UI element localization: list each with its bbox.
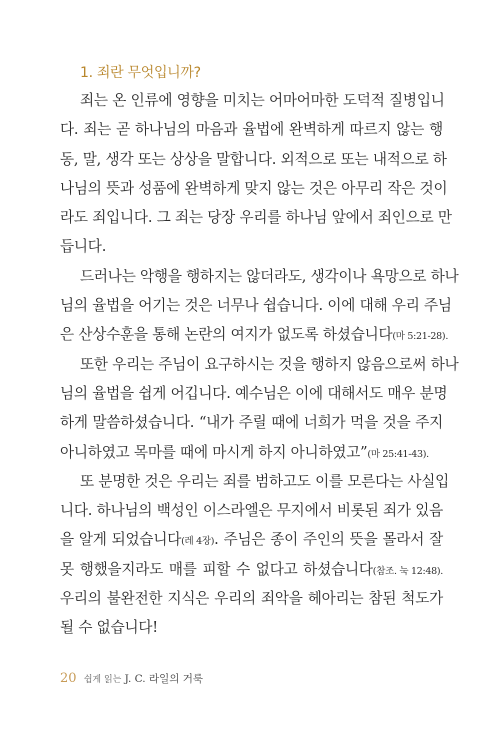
line-text: 못 행했을지라도 매를 피할 수 없다고 하셨습니다 — [60, 560, 373, 578]
line-text: 라도 죄입니다. 그 죄는 당장 우리를 하나님 앞에서 죄인으로 만 — [60, 209, 452, 227]
line-text: 하게 말씀하셨습니다. “내가 주릴 때에 너희가 먹을 것을 주지 — [60, 414, 443, 432]
text-line — [60, 262, 459, 291]
text-line — [60, 203, 452, 232]
text-line — [60, 291, 452, 320]
book-title-prefix: 쉽게 읽는 — [83, 675, 122, 685]
scripture-reference: (레 4장) — [181, 536, 215, 548]
line-text: 드러나는 악행을 행하지는 않더라도, 생각이나 욕망으로 하나 — [80, 267, 459, 285]
page-footer — [60, 671, 203, 686]
text-line — [60, 496, 443, 525]
line-text: 또한 우리는 주님이 요구하시는 것을 행하지 않음으로써 하나 — [80, 355, 459, 373]
text-line — [60, 408, 443, 437]
section-heading: 1. 죄란 무엇입니까? — [80, 65, 201, 81]
line-text: 님의 율법을 쉽게 어깁니다. 예수님은 이에 대해서도 매우 분명 — [60, 384, 448, 402]
line-text: 은 산상수훈을 통해 논란의 여지가 없도록 하셨습니다 — [60, 326, 393, 344]
scripture-reference: (참조. 눅 12:48). — [372, 565, 443, 577]
text-line — [60, 438, 443, 467]
text-line — [60, 350, 459, 379]
line-text: 우리의 불완전한 지식은 우리의 죄악을 헤아리는 참된 척도가 — [60, 590, 443, 608]
page-number: 20 — [60, 671, 77, 686]
line-text: 죄는 온 인류에 영향을 미치는 어마어마한 도덕적 질병입니 — [80, 92, 445, 109]
line-text: 아니하였고 목마를 때에 마시게 하지 아니하였고” — [60, 443, 368, 461]
text-line — [60, 379, 448, 408]
text-line — [60, 555, 443, 584]
text-line — [60, 145, 447, 174]
text-line — [60, 467, 450, 496]
line-text: 될 수 없습니다! — [60, 619, 158, 637]
text-line — [60, 320, 449, 349]
line-text: 님의 율법을 어기는 것은 너무나 쉽습니다. 이에 대해 우리 주님 — [60, 297, 452, 315]
body-text — [60, 86, 459, 643]
scripture-reference: (마 5:21-28). — [392, 331, 449, 343]
line-text: 듭니다. — [60, 238, 107, 256]
scripture-reference: (마 25:41-43). — [367, 448, 429, 460]
text-line — [60, 174, 448, 203]
text-line — [60, 584, 443, 613]
line-text: 니다. 하나님의 백성인 이스라엘은 무지에서 비롯된 죄가 있음 — [60, 502, 443, 520]
line-text: 또 분명한 것은 우리는 죄를 범하고도 이를 모른다는 사실입 — [80, 472, 450, 490]
line-text: 다. 죄는 곧 하나님의 마음과 율법에 완벽하게 따르지 않는 행 — [60, 121, 443, 139]
line-text: 동, 말, 생각 또는 상상을 말합니다. 외적으로 또는 내적으로 하 — [60, 150, 447, 168]
line-text: 나님의 뜻과 성품에 완벽하게 맞지 않는 것은 아무리 작은 것이 — [60, 179, 448, 197]
text-line — [60, 86, 443, 115]
text-line — [60, 525, 443, 554]
text-line — [60, 232, 443, 261]
line-text-continued: . 주님은 종이 주인의 뜻을 몰라서 잘 — [214, 531, 444, 549]
text-line — [60, 115, 443, 144]
book-title: J. C. 라일의 거룩 — [124, 673, 204, 685]
line-text: 을 알게 되었습니다 — [60, 531, 182, 549]
text-line — [60, 613, 443, 642]
